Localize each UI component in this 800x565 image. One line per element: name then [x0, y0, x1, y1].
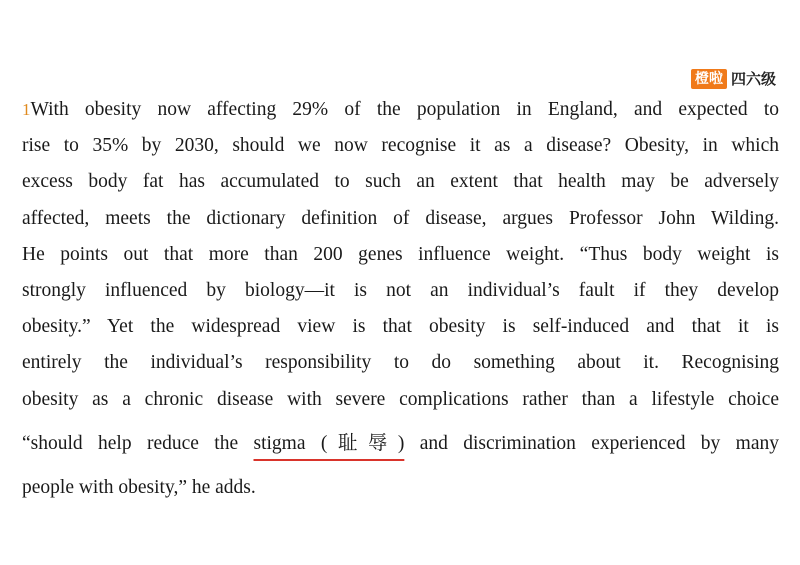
passage-line-3: excess body fat has accumulated to such an extent that health may be adversely: [22, 171, 779, 193]
passage-line-11: people with obesity,” he adds.: [22, 476, 256, 498]
passage-line-10: [22, 418, 779, 462]
passage-line-9: obesity as a chronic disease with severe complications rather than a lifestyle choice: [22, 388, 779, 410]
line-10-after: and discrimination experienced by many: [404, 432, 780, 454]
passage-line-8: entirely the individual’s responsibility to do something about it. Recognising: [22, 352, 779, 374]
passage-line-7: obesity.” Yet the widespread view is that obesity is self-induced and that it is: [22, 316, 779, 338]
passage-line-1: [22, 92, 779, 128]
passage-line-2: rise to 35% by 2030, should we now recognise it as a disease? Obesity, in which: [22, 135, 779, 157]
reading-passage: [22, 92, 779, 506]
exam-level-label: 四六级: [730, 70, 776, 88]
highlighted-vocabulary: stigma (耻辱): [253, 432, 405, 454]
passage-line-6: strongly influenced by biology—it is not an individual’s fault if they develop: [22, 279, 779, 301]
passage-line-4: affected, meets the dictionary definition of disease, argues Professor John Wilding.: [22, 207, 779, 229]
paragraph-number: 1: [22, 100, 31, 119]
line-10-before: “should help reduce the: [22, 432, 254, 454]
brand-logo: [691, 69, 776, 89]
brand-badge: 橙啦: [691, 69, 727, 89]
passage-line-5: He points out that more than 200 genes influence weight. “Thus body weight is: [22, 243, 779, 265]
passage-line-1-text: With obesity now affecting 29% of the population in England, and expected to: [30, 99, 779, 120]
